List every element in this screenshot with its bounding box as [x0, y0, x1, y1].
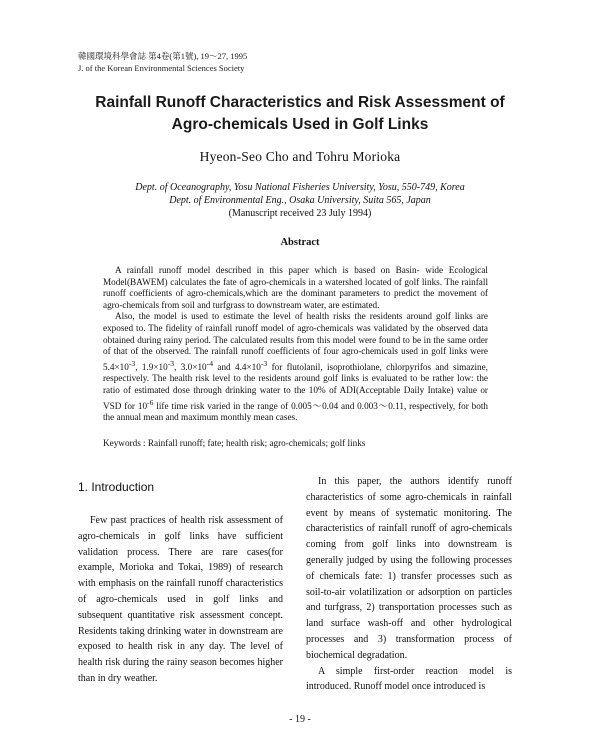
- affiliation-2: Dept. of Environmental Eng., Osaka University, Suita 565, Japan: [169, 195, 431, 206]
- abstract-text-segment: and 4.4×10: [213, 361, 261, 372]
- intro-paragraph-3: A simple first-order reaction model is introduced. Runoff model once introduced is: [306, 665, 512, 693]
- right-column: [306, 474, 512, 695]
- exponent: -4: [206, 358, 214, 368]
- manuscript-received: (Manuscript received 23 July 1994): [228, 208, 372, 219]
- page-number: - 19 -: [289, 714, 311, 725]
- exponent: -3: [167, 358, 175, 368]
- keywords: Keywords : Rainfall runoff; fate; health risk; agro-chemicals; golf links: [103, 438, 366, 448]
- paper-title-line-1: Rainfall Runoff Characteristics and Risk Assessment of: [95, 94, 505, 111]
- section-heading-introduction: 1. Introduction: [78, 480, 155, 494]
- left-column: [78, 513, 283, 687]
- exponent: -3: [128, 358, 136, 368]
- abstract-text-segment: , 1.9×10: [135, 361, 168, 372]
- intro-paragraph-2: In this paper, the authors identify runoff characteristics of some agro-chemicals in rainfall event by means of systematic monitoring. The characteristics of rainfall runoff of agro-chemicals coming from golf links into downstream is generally judged by using the following processes of chemicals fate: 1) transfer processes such as soil-to-air volatilization or adsorption on particles and turfgrass, 2) transportation processes such as land surface wash-off and other hydrological processes and 3) transformation process of biochemical degradation.: [306, 476, 512, 661]
- exponent: -3: [260, 358, 268, 368]
- abstract-paragraph-2: [103, 311, 488, 423]
- authors: Hyeon-Seo Cho and Tohru Morioka: [199, 149, 401, 164]
- exponent: -6: [147, 397, 154, 407]
- abstract-text-segment: for flutolanil, isoprothiolane, chlorpyrifos and simazine, respectively. The health risk level to the residents around golf links is evaluated to be rather low: the ratio of estimated dose through drinking water to the 10% of ADI(Acceptable Daily Intake) value or VSD for 10: [103, 361, 488, 411]
- journal-header: [78, 51, 247, 74]
- paper-title: [40, 92, 560, 136]
- abstract-text-segment: Also, the model is used to estimate the level of health risks the residents around golf links are exposed to. The fidelity of rainfall runoff model of agro-chemicals was validated by the observed data obtained during rainy period. The calculated results from this model were found to be in the same order of that of the observed. The rainfall runoff coefficients of four agro-chemicals used in golf links were 5.4×10: [103, 311, 488, 372]
- abstract-body: [103, 265, 488, 424]
- paper-title-line-2: Agro-chemicals Used in Golf Links: [171, 116, 429, 133]
- affiliation-1: Dept. of Oceanography, Yosu National Fisheries University, Yosu, 550-749, Korea: [135, 182, 465, 193]
- abstract-paragraph-1: A rainfall runoff model described in this paper which is based on Basin- wide Ecological Model(BAWEM) calculates the fate of agro-chemicals in a watershed located of golf links. The rainfall runoff coefficients of agro-chemicals,which are the dominant parameters to predict the movement of agro-chemicals from soil and turfgrass to downstream water, are estimated.: [103, 265, 488, 310]
- affiliations: [40, 181, 560, 220]
- intro-paragraph-1: Few past practices of health risk assessment of agro-chemicals in golf links have sufficient validation process. There are rare cases(for example, Morioka and Tokai, 1989) of research with emphasis on the rainfall runoff characteristics of agro-chemicals used in golf links and subsequent quantitative risk assessment concept. Residents taking drinking water in downstream are exposed to health risk in any day. The level of health risk during the rainy season becomes higher than in dry weather.: [78, 515, 283, 684]
- abstract-heading: Abstract: [280, 237, 320, 248]
- abstract-text-segment: life time risk varied in the range of 0.005～0.04 and 0.003～0.11, respectively, for both the annual mean and maximum monthly mean cases.: [103, 400, 489, 423]
- abstract-text-segment: , 3.0×10: [174, 361, 207, 372]
- journal-header-english: J. of the Korean Environmental Sciences Society: [78, 62, 245, 73]
- journal-header-korean: 韓國環境科學會誌 第4卷(第1號), 19～27, 1995: [78, 51, 248, 61]
